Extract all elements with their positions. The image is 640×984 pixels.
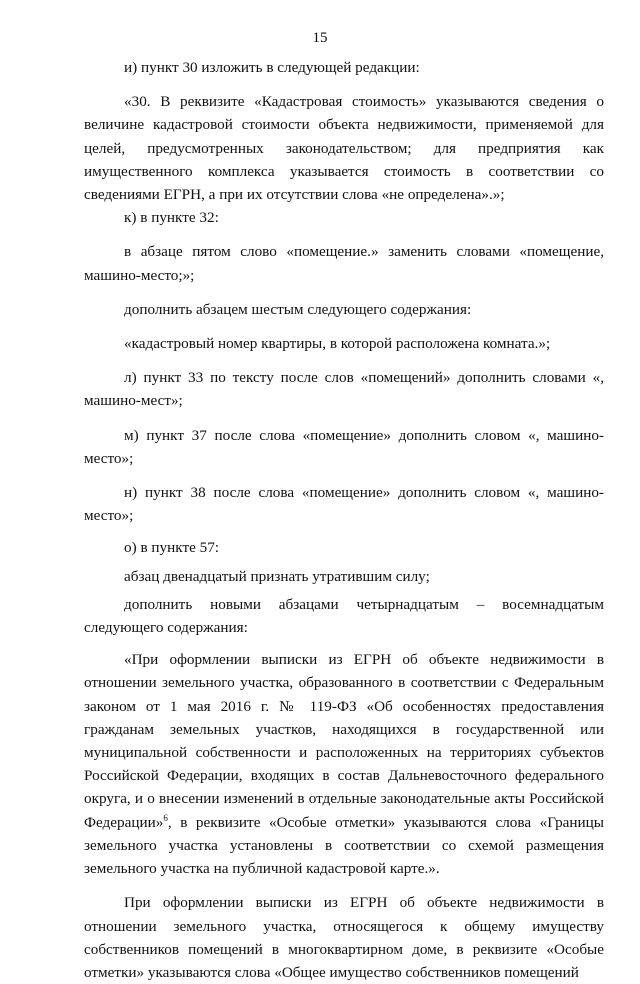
paragraph-item-o: о) в пункте 57: — [124, 539, 220, 557]
footnote-ref: 6 — [163, 812, 168, 823]
paragraph-item-n: н) пункт 38 после слова «помещение» дополнить словом «, машино-место»; — [84, 484, 604, 525]
paragraph-item-m: м) пункт 37 после слова «помещение» дополнить словом «, машино-место»; — [84, 426, 604, 467]
paragraph-add-abzacs: дополнить новыми абзацами четырнадцатым – восемнадцатым следующего содержания: — [84, 595, 604, 637]
page-number: 15 — [312, 30, 328, 46]
paragraph-common-property: При оформлении выписки из ЕГРН об объекте недвижимости в отношении земельного участка, относящегося к общему имуществу собственников помещений в многоквартирном доме, в реквизите «Особые отметки» указываются слова «Общее имущество собственников помещений — [84, 894, 604, 981]
paragraph-item-i: и) пункт 30 изложить в следующей редакции: — [124, 59, 420, 76]
paragraph-abzac-12: абзац двенадцатый признать утратившим силу; — [124, 567, 430, 585]
paragraph-cadastral-number: «кадастровый номер квартиры, в которой расположена комната.»; — [124, 335, 551, 353]
quote-text-part2: , в реквизите «Особые отметки» указываются слова «Границы земельного участка установлены в соответствии со схемой размещения земельного участка на публичной кадастровой карте.». — [84, 813, 604, 878]
paragraph-point-30: «30. В реквизите «Кадастровая стоимость» указываются сведения о величине кадастровой стоимости объекта недвижимости, применяемой для целей, предусмотренных законодательством; для предприятия как имущественного комплекса указывается стоимость в соответствии со сведениями ЕГРН, а при их отсутствии слова «не определена».»; — [84, 93, 604, 204]
paragraph-point-32-abzac-5: в абзаце пятом слово «помещение.» заменить словами «помещение, машино-место;»; — [84, 243, 604, 284]
paragraph-item-k: к) в пункте 32: — [124, 209, 219, 227]
paragraph-quote-far-east — [84, 648, 604, 880]
paragraph-item-l: л) пункт 33 по тексту после слов «помещений» дополнить словами «, машино-мест»; — [84, 369, 604, 410]
paragraph-add-abzac-6: дополнить абзацем шестым следующего содержания: — [124, 300, 472, 318]
document-body — [84, 56, 604, 984]
quote-text-part1: «При оформлении выписки из ЕГРН об объекте недвижимости в отношении земельного участка, образованного в соответствии с Федеральным законом от 1 мая 2016 г. № 119-ФЗ «Об особенностях предоставления гражданам земельных участков, находящихся в государственной или муниципальной собственности и расположенных на территориях субъектов Российской Федерации, входящих в состав Дальневосточного федерального округа, и о внесении изменений в отдельные законодательные акты Российской Федерации» — [84, 651, 604, 831]
